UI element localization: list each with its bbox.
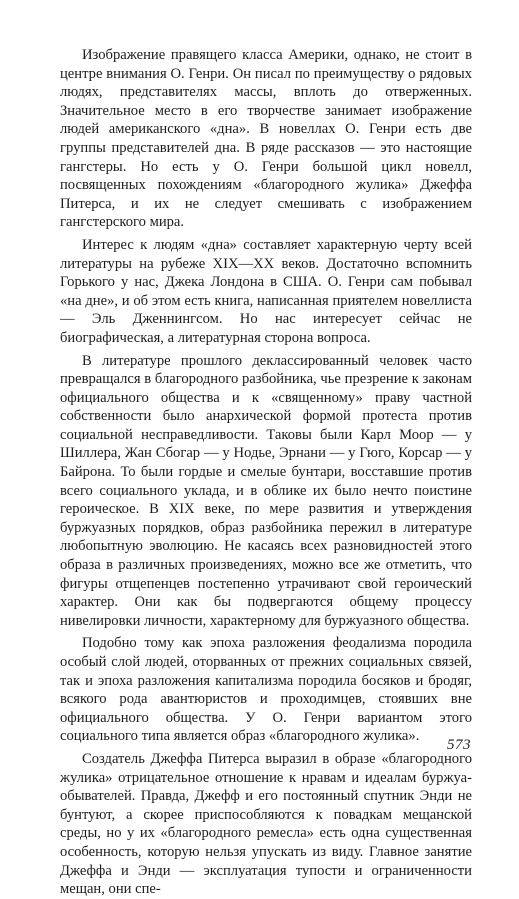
- page-number: 573: [447, 737, 471, 753]
- paragraph-5: Создатель Джеффа Питерса выразил в образе «благородного жулика» отрицательное отношение к нравам и идеалам буржуа-обывателей. Правда, Джефф и его постоянный спутник Энди не бунтуют, а скорее приспособляются к повадкам мещанской среды, но у их «благородного ремесла» есть одна существенная особенность, которую нельзя упускать из виду. Главное занятие Джеффа и Энди — эксплуатация тупости и ограниченности мещан, они спе-: [60, 750, 472, 898]
- paragraph-1: Изображение правящего класса Америки, однако, не стоит в центре внимания О. Генри. Он писал по преимуществу о рядовых людях, представителях массы, вплоть до отверженных. Значительное место в его творчестве занимает изображение людей американского «дна». В новеллах О. Генри есть две группы представителей дна. В ряде рассказов — это настоящие гангстеры. Но есть у О. Генри большой цикл новелл, посвященных похождениям «благородного жулика» Джеффа Питерса, и их не следует смешивать с изображением гангстерского мира.: [60, 47, 472, 231]
- paragraph-3: В литературе прошлого деклассированный человек часто превращался в благородного разбойника, чье презрение к законам официального общества и к «священному» праву частной собственности было анархической формой протеста против социальной несправедливости. Таковы были Карл Моор — у Шиллера, Жан Сбогар — у Нодье, Эрнани — у Гюго, Корсар — у Байрона. То были гордые и смелые бунтари, восставшие против всего социального уклада, и в облике их было нечто поистине героическое. В XIX веке, по мере развития и утверждения буржуазных порядков, образ разбойника пережил в литературе любопытную эволюцию. Не касаясь всех разновидностей этого образа в различных произведениях, можно все же отметить, что фигуры отщепенцев постепенно утрачивают свой героический характер. Они как бы подвергаются общему процессу нивелировки личности, характерному для буржуазного общества.: [60, 352, 472, 629]
- paragraph-4: Подобно тому как эпоха разложения феодализма породила особый слой людей, оторванных от прежних социальных связей, так и эпоха разложения капитализма породила босяков и бродяг, всякого рода авантюристов и проходимцев, стоявших вне официального общества. У О. Генри вариантом этого социального типа является образ «благородного жулика».: [60, 635, 472, 745]
- page-body: [60, 46, 472, 899]
- paragraph-2: Интерес к людям «дна» составляет характерную черту всей литературы на рубеже XIX—XX веков. Достаточно вспомнить Горького у нас, Джека Лондона в США. О. Генри сам побывал «на дне», и об этом есть книга, написанная приятелем новеллиста — Эль Дженнингсом. Но нас интересует сейчас не биографическая, а литературная сторона вопроса.: [60, 236, 472, 346]
